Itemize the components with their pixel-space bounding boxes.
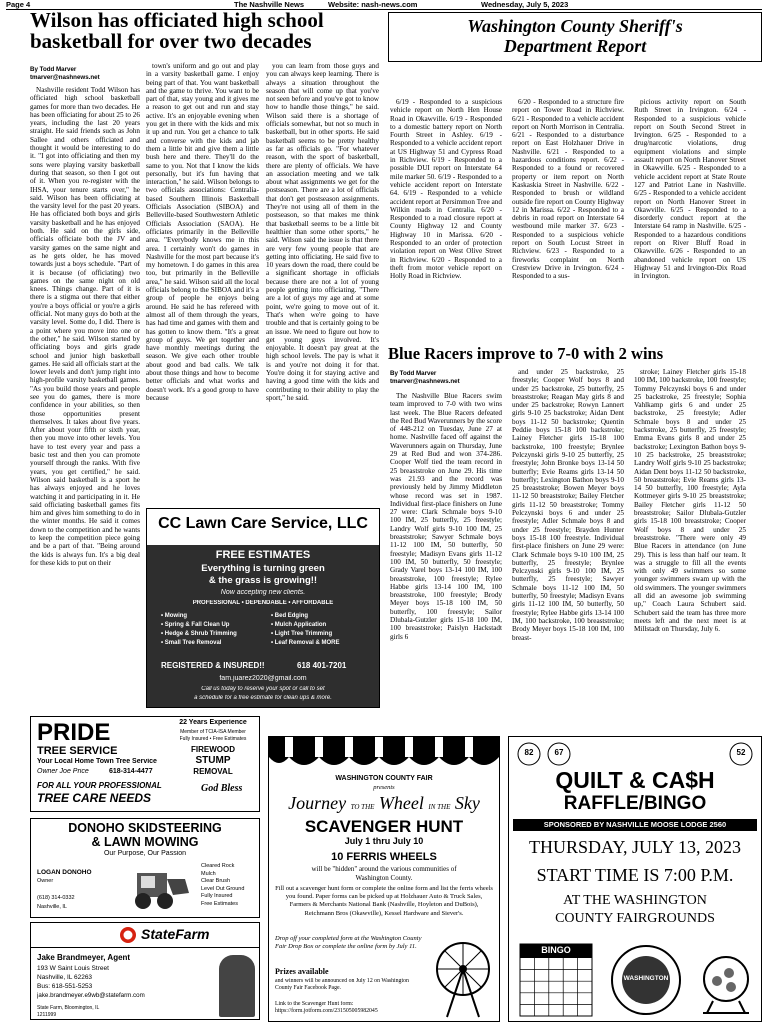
paper-name: The Nashville News bbox=[234, 0, 305, 9]
fair-journey bbox=[269, 793, 499, 815]
divider bbox=[31, 947, 259, 948]
pride-local: Your Local Home Town Tree Service bbox=[37, 758, 157, 765]
bingo-label: BINGO bbox=[541, 945, 571, 955]
ball-number: 82 bbox=[524, 748, 534, 757]
call-line-2: a schedule for a free estimate for clean ups & more. bbox=[194, 695, 332, 701]
fair-drop: Drop off your completed form at the Washington County Fair Drop Box or complete the online form by July 11. bbox=[275, 935, 422, 951]
sheriff-column-3: picious activity report on South Ruth Street in Irvington. 6/24 - Responded to a suspicious vehicle report on South Second Street in Irvington. 6/25 - Responded to a drug/narcotic violations, drug equipment violations and simple assault report on North Hanover Street in Okawville. 6/25 - Responded to a vehicle accident report at State Route 127 and Patriot Lane in Nashville. 6/25 - Responded to a vehicle accident report on North Hanover Street in Okawville. 6/25 - Responded to a disorderly conduct report at the Interstate 64 ramp in Nashville. 6/25 - Responded to a hazardous conditions report on River Bluff Road in Okawville. 6/26 - Responded to an abandoned vehicle report on US Highway 51 and Irvington-Dix Road in Irvington. bbox=[634, 98, 746, 281]
call-line-1: Call us today to reserve your spot or call to set bbox=[201, 686, 325, 692]
service-item: • Bed Edging bbox=[271, 613, 309, 619]
agent-phone[interactable]: Bus: 618-551-5253 bbox=[37, 983, 93, 990]
services-right bbox=[271, 612, 371, 656]
byline-2 bbox=[390, 370, 502, 388]
article-column-1: Nashville resident Todd Wilson has officiated high school basketball games for more than two decades. He has been officiating for about 25 to 26 years, including the last 20 years straight. He said friends such as John Sallee and others officiated and thought it would be interesting to do it. "I got into officiating and then my sons were playing varsity basketball during that season, so then I got out of it. When you re-register with the IHSA, your tenure starts over," he said. Wilson has been officiating at the varsity level for the past 20 years. He has officiated both boys and girls varsity basketball and he has enjoyed both. He said on the girls side, officials officiate both the JV and varsity games on the same night and as he gets older, he has moved towards just a boys schedule. "Part of it is because (of officiating) two games on the same night on old knees. Things change. Part of it is there is a stigma out there that either you're a boys official or you're a girls official. Not many guys do both at the varsity level. Some do, I did. There is a point where you move into one or the other," he said. Wilson started by officiating boys and girls grade school and junior high basketball games. He said all officials start at the lower levels and don't jump right into high-profile varsity basketball games. "As you build those years and people see you do games, there is more confidence in your abilities, so then those opportunities present themselves. It takes about five years. After about your fifth or sixth year, then you move into other levels. You have to test every year and pass a basic test and then you can promote yourself through the ranks. With five years, you get certified," he said. Wilson said basketball is a sport he has always enjoyed and he loves watching it and participating in it. He said officiating basketball games fits him and gives him something to do in the winter months. He said it comes down to the competition and he wants to keep the competition piece going and be a part of that. "Being around the kids is always fun. It's a big deal for these kids to put on their bbox=[30, 86, 140, 567]
article-2-column-3: stroke; Lainey Fletcher girls 15-18 100 IM, 100 backstroke, 100 freestyle; Tommy Pelczynski boys 6 and under 25 backstroke, 25 freestyle; Sophia Vahlkamp girls 6 and under 25 backstroke, 25 freestyle; Adler Schmale boys 8 and under 25 backstroke, 25 butterfly, 25 freestyle; Emma Evans girls 8 and under 25 backstroke; Lexington Bathon boys 9-10 25 backstroke, 25 breaststroke; Landry Wolf girls 9-10 25 backstroke; Aidan Dent boys 11-12 50 backstroke, 50 breaststroke; Evie Reams girls 13-14 50 butterfly, 100 freestyle; Ayla Kottmeyer girls 9-10 25 breaststroke; Bailey Fletcher girls 11-12 50 breaststroke; Sailor Dlubala-Gutzler girls 15-18 100 breaststroke; Cooper Wolf boys 8 and under 25 breaststroke. "There were only 49 Blue Racers in attendance (on June 29). This is less than half our team. It was a struggle to fill all the events with only 49 swimmers so some younger swimmers swam up with the old swimmers. The younger swimmers all did an awesome job swimming up," Coach Laura Schubert said. Schubert said the team has three more meets left and the next meet is at Millstadt on Thursday, July 6. bbox=[634, 368, 746, 634]
quilt-cash-ad bbox=[508, 736, 762, 1022]
ball-number: 67 bbox=[554, 748, 564, 757]
page-number: Page 4 bbox=[6, 0, 31, 9]
quilt-at-2: COUNTY FAIRGROUNDS bbox=[555, 911, 715, 926]
sheriff-column-2: 6/20 - Responded to a structure fire report on Tower Road in Richview. 6/21 - Responded to a vehicle accident report on North Morrison in Centralia. 6/21 - Responded to a disturbance report on East Holzhauer Drive in Nashville. 6/21 - Responded to a hazardous conditions report. 6/22 - Responded to a found or recovered property or item report on North Kaskaskia Street in Nashville. 6/22 - Responded to brush or wildland outside fire report on County Highway 12 in Marissa. 6/22 - Responded to a debris in road report on Interstate 64 westbound mile marker 37. 6/23 - Responded to a suspicious vehicle report on South Locust Street in Richview. 6/23 - Responded to a fireworks complaint on North Crestview Drive in Irvington. 6/24 - Responded to a sus- bbox=[512, 98, 624, 281]
fair-prizes-2: and winners will be announced on July 12 on Washington County Fair Facebook Page. bbox=[275, 978, 409, 991]
donoho-phone[interactable]: (618) 314-0332 bbox=[37, 895, 75, 901]
fair-wheels: 10 FERRIS WHEELS bbox=[331, 851, 437, 863]
donoho-title-2: & LAWN MOWING bbox=[91, 835, 199, 849]
donoho-name: LOGAN DONOHO bbox=[37, 869, 92, 876]
agent-addr-2: Nashville, IL 62263 bbox=[37, 974, 93, 981]
quilt-title-2: RAFFLE/BINGO bbox=[563, 793, 707, 814]
donoho-role: Owner bbox=[37, 878, 54, 884]
fine-print-2: 1211999 bbox=[37, 1012, 57, 1018]
sky-word: Sky bbox=[454, 793, 480, 813]
page-header bbox=[6, 0, 762, 10]
byline-name: By Todd Marver bbox=[390, 370, 437, 377]
state-farm-ovals-icon bbox=[117, 926, 139, 944]
lawn-care-ad bbox=[146, 508, 380, 708]
quilt-start: START TIME IS 7:00 P.M. bbox=[536, 865, 734, 885]
service-item: Free Estimates bbox=[201, 900, 238, 907]
seal-text: WASHINGTON bbox=[623, 975, 669, 982]
service-item: • Spring & Fall Clean Up bbox=[161, 622, 230, 628]
service-item: • Light Tree Trimming bbox=[271, 631, 333, 637]
sheriff-banner bbox=[388, 12, 762, 62]
byline-email[interactable]: tmarver@nashnews.net bbox=[390, 378, 460, 385]
byline-name: By Todd Marver bbox=[30, 66, 77, 73]
pride-name: PRIDE bbox=[37, 719, 111, 745]
pride-firewood: FIREWOOD bbox=[191, 745, 235, 754]
service-item: Level Out Ground bbox=[201, 885, 245, 892]
state-farm-brand: StateFarm bbox=[141, 926, 210, 942]
fair-presents: presents bbox=[373, 784, 395, 791]
fair-hunt: SCAVENGER HUNT bbox=[304, 817, 464, 835]
sheriff-title-1: Washington County Sheriff's bbox=[467, 17, 683, 36]
pride-stump: STUMP bbox=[195, 755, 231, 766]
skidsteer-icon bbox=[123, 863, 193, 913]
service-item: • Small Tree Removal bbox=[161, 640, 222, 646]
quilt-title-1: QUILT & CA$H bbox=[555, 767, 715, 793]
free-estimates: FREE ESTIMATES bbox=[215, 549, 311, 561]
donoho-motto: Our Purpose, Our Passion bbox=[103, 850, 187, 857]
quilt-sponsor: SPONSORED BY NASHVILLE MOOSE LODGE 2560 bbox=[513, 819, 757, 831]
byline bbox=[30, 66, 140, 84]
lawn-email[interactable]: fam.juarez2020@gmail.com bbox=[219, 675, 307, 682]
in-the: IN THE bbox=[428, 803, 451, 811]
pride-member: Member of TCIA-ISA Member bbox=[180, 729, 246, 735]
fair-link[interactable]: Link to the Scavenger Hunt form: https://form.jotform.com/231505005982045 bbox=[275, 1001, 378, 1014]
pride-prof-2: TREE CARE NEEDS bbox=[37, 791, 152, 805]
service-item: Mulch bbox=[201, 870, 216, 877]
article-2-column-1: The Nashville Blue Racers swim team improved to 7-0 with two wins last week. The Blue Racers defeated the Red Bud Waverunners by the score of 448-212 on Tuesday, June 27 at home. Nashville faced off against the Waverunners again on Thursday, June 29 at Red Bud and won 374-286. Cooper Wolf tied the team record in 25 breaststroke on June 29. His time was 21.93 and the record was previously held by Jimmy Middleton whose record was set in 1987. Individual first-place finishers on June 27 were: Clark Schmale boys 9-10 100 IM, 25 butterfly, 25 freestyle; Landry Wolf girls 9-10 100 IM, 25 breaststroke; Sawyer Schmale boys 11-12 100 IM, 50 butterfly, 50 freestyle; Madisyn Evans girls 11-12 100 IM, 50 butterfly, 50 freestyle; Grady Varel boys 13-14 100 IM, 100 breaststroke, 100 freestyle; Rylee Habbe girls 13-14 100 IM, 100 breaststroke, 100 freestyle; Brody Meyer boys 15-18 100 IM, 50 butterfly, 100 freestyle; Sailor Dlubala-Gutzler girls 15-18 100 IM, 100 breaststroke; Paislyn Hackstadt girls 6 bbox=[390, 392, 502, 641]
donoho-title-1: DONOHO SKIDSTEERING bbox=[68, 821, 222, 835]
agent-email[interactable]: jake.brandmeyer.e9wb@statefarm.com bbox=[37, 992, 145, 999]
agent-addr-1: 193 W Saint Louis Street bbox=[37, 965, 109, 972]
agent-photo bbox=[219, 955, 255, 1017]
article-column-2: town's uniform and go out and play in a varsity basketball game. I enjoy being part of that. You want basketball and the game to thrive. You want to be part of that, stay young and it gives me a reason to get out and run and stay active. It's an enjoyable evening when you get in there with the kids and mix it up and run. You get a chance to talk and converse with the kids and jab them a little bit and give them a little bush here and there. They'll do the same to you. Not that I know the kids personally, but it's fun having that interaction," he said. Wilson belongs to two officials associations: Centralia-based Southern Illinois Basketball Officials Association (SIBOA) and Belleville-based Southwestern Athletic Officials Association (SAOA). He officiates primarily in the Belleville area. "Everybody knows me in this area. I certainly won't do games in Nashville for the most part because it's my hometown. I do games in this area too, but primarily in the Belleville area," he said. Wilson said all the local officials belong to the SIBOA and it's a group of people he enjoys being around. He said he has refereed with almost all of them through the years, has had time and games with them and has gotten to know them. "It's a great group of guys. We get together and have monthly meetings during the season. We give each other trouble about good and bad calls. We talk about those things and how to become better officials and what works and doesn't work. It's a good group to have because bbox=[146, 62, 259, 402]
fine-print-1: State Farm, Bloomington, IL bbox=[37, 1005, 100, 1011]
bingo-ball-cage-icon bbox=[693, 951, 759, 1017]
fair-hidden-1: will be "hidden" around the various communities of bbox=[311, 865, 457, 873]
service-item: Fully Insured bbox=[201, 893, 233, 899]
wheel-word: Wheel bbox=[378, 793, 424, 813]
pride-insured: Fully Insured • Free Estimates bbox=[179, 736, 247, 742]
fair-prizes: Prizes available bbox=[275, 967, 329, 976]
state-farm-ad bbox=[30, 922, 260, 1020]
agent-name: Jake Brandmeyer, Agent bbox=[37, 953, 131, 962]
donoho-services bbox=[201, 863, 259, 917]
service-item: • Leaf Removal & MORE bbox=[271, 640, 340, 646]
ferris-wheel-icon bbox=[431, 937, 495, 1019]
service-item: Cleared Rock bbox=[201, 863, 235, 869]
pride-tree-ad bbox=[30, 716, 260, 812]
fair-dates: July 1 thru July 10 bbox=[344, 836, 424, 846]
pride-prof-1: FOR ALL YOUR PROFESSIONAL bbox=[37, 781, 162, 790]
issue-date: Wednesday, July 5, 2023 bbox=[481, 0, 569, 9]
ball-number: 52 bbox=[736, 748, 746, 757]
sheriff-title-2: Department Report bbox=[503, 37, 647, 56]
article-headline: Wilson has officiated high school basketball for over two decades bbox=[30, 10, 324, 53]
service-item: • Mowing bbox=[161, 613, 188, 619]
tagline-2: & the grass is growing!! bbox=[208, 575, 318, 586]
website[interactable]: Website: nash-news.com bbox=[328, 0, 418, 9]
pride-exp: 22 Years Experience bbox=[179, 719, 247, 726]
services-left bbox=[161, 612, 261, 656]
byline-email[interactable]: tmarver@nashnews.net bbox=[30, 74, 100, 81]
state-farm-logo bbox=[117, 926, 257, 944]
journey-word: Journey bbox=[288, 793, 347, 813]
values: PROFESSIONAL • DEPENDABLE • AFFORDABLE bbox=[192, 600, 334, 606]
tent-stripes-icon bbox=[269, 737, 499, 773]
pride-phone[interactable]: 618-314-4477 bbox=[109, 768, 153, 775]
donoho-ad bbox=[30, 818, 260, 918]
insured: REGISTERED & INSURED!! bbox=[161, 661, 265, 670]
fair-org: WASHINGTON COUNTY FAIR bbox=[335, 775, 433, 782]
fair-scavenger-ad bbox=[268, 736, 500, 1022]
pride-sub: TREE SERVICE bbox=[37, 745, 118, 757]
article-2-column-2: and under 25 backstroke, 25 freestyle; Cooper Wolf boys 8 and under 25 backstroke, 25 butterfly, 25 breaststroke; Reagan May girls 8 and under 25 backstroke; Rowyn Lannert girls 9-10 25 backstroke; Aidan Dent boys 11-12 50 backstroke; Quentin Peddie boys 15-18 100 backstroke; Lainey Fletcher girls 15-18 100 backstroke, 100 freestyle; Brynlee Pelczynski girls 9-10 25 butterfly, 25 freestyle; John Bronke boys 13-14 50 butterfly; Evie Reams girls 13-14 50 butterfly; Lexington Bathon boys 9-10 25 breaststroke; Bowen Meyer boys 11-12 50 breaststroke; Bailey Fletcher girls 11-12 50 breaststroke; Tommy Pelczynski boys 6 and under 25 freestyle; Adler Schmale boys 8 and under 25 freestyle; Brayden Hunter boys 15-18 100 freestyle. Individual first-place finishers on June 29 were: Clark Schmale boys 9-10 100 IM, 25 butterfly, 25 freestyle; Brynlee Pelczynski girls 9-10 100 IM, 25 butterfly, 25 freestyle; Sawyer Schmale boys 11-12 100 IM, 50 butterfly, 50 freestyle; Madisyn Evans girls 11-12 100 IM, 50 butterfly, 50 freestyle; Rylee Habbe girls 13-14 100 IM, 100 backstroke, 100 breaststroke; Brody Meyer boys 15-18 100 IM, 100 breast- bbox=[512, 368, 624, 642]
article-2-headline: Blue Racers improve to 7-0 with 2 wins bbox=[388, 346, 664, 363]
quilt-date: THURSDAY, JULY 13, 2023 bbox=[528, 837, 742, 857]
accepting: Now accepting new clients. bbox=[220, 589, 306, 596]
pride-owner: Owner Joe Price bbox=[37, 768, 89, 775]
lawn-care-panel bbox=[147, 545, 379, 707]
pride-removal: REMOVAL bbox=[193, 767, 233, 776]
donoho-city: Nashville, IL bbox=[37, 904, 67, 910]
fair-body: Fill out a scavenger hunt form or complete the online form and list the ferris wheels you found. Paper forms can be picked up at Holzhauer Auto & Truck Sales, Farmers & Merchants National Bank (Nashville, Hoyleton and DuBois), Reichmann Bros (Okawville), Kessel Hardware and Siever's. bbox=[275, 885, 493, 917]
lawn-care-title: CC Lawn Care Service, LLC bbox=[158, 515, 368, 532]
quilt-at-1: AT THE WASHINGTON bbox=[563, 893, 707, 908]
service-item: Clear Brush bbox=[201, 878, 231, 884]
tagline-1: Everything is turning green bbox=[201, 563, 325, 574]
service-item: • Hedge & Shrub Trimming bbox=[161, 631, 237, 637]
service-item: • Mulch Application bbox=[271, 622, 327, 628]
fair-hidden-2: Washington County. bbox=[355, 874, 413, 882]
to-the: TO THE bbox=[350, 803, 375, 811]
article-column-3: you can learn from those guys and you can always keep learning. There is always a situation throughout the season that will come up that you've not seen before and you've got to know how to handle those things," he said. Wilson said there is a shortage of officials somewhat, but not so much in basketball, but in other sports. He said basketball seems to be pretty healthy as far as officials go. "For whatever reason, with the sport of basketball, there are plenty of officials. We have an association meeting and we talk about what assignments we get for the postseason. There are a lot of officials that don't get postseason assignments. They're not using all of them in the postseason, so that makes me think that basketball seems to be a little bit healthier than some other sports," he said. Wilson said the issue is that there are very few young people that are getting into officiating. He said five to 10 years down the road, there could be a significant shortage in officials because there are not a lot of young people getting into officiating. "There are a lot of guys my age and at some point, we're going to move out of it. That's when we're going to have trouble and that is certainly going to be an issue. We need to figure out how to get young guys involved. It's enjoyable. It doesn't pay great at the high school levels. The pay is what it is and you're not doing it for that. You're doing it for staying active and having a good time with the kids and contributing to their ability to play the sport," he said. bbox=[266, 62, 379, 402]
lawn-phone[interactable]: 618 401-7201 bbox=[297, 661, 347, 670]
pride-bless: God Bless bbox=[201, 783, 243, 794]
sheriff-column-1: 6/19 - Responded to a suspicious vehicle report on North Hen House Road in Okawville. 6/19 - Responded to a domestic battery report on North Fourth Street in Ashley. 6/19 - Responded to a vehicle accident report at US Highway 51 and Cypress Road in Richview. 6/19 - Responded to a possible DUI report on Interstate 64 mile marker 50. 6/19 - Responded to a vehicle accident report on Interstate 64. 6/19 - Responded to a vehicle accident report at Persimmon Tree and Wilkin roads in Centralia. 6/20 - Responded to a road closure report at County Highway 12 and County Highway 10 in Marissa. 6/20 - Responded to an order of protection violation report on West Olive Street in Richview. 6/20 - Responded to a theft from motor vehicle report on Holly Road in Richview. bbox=[390, 98, 502, 281]
